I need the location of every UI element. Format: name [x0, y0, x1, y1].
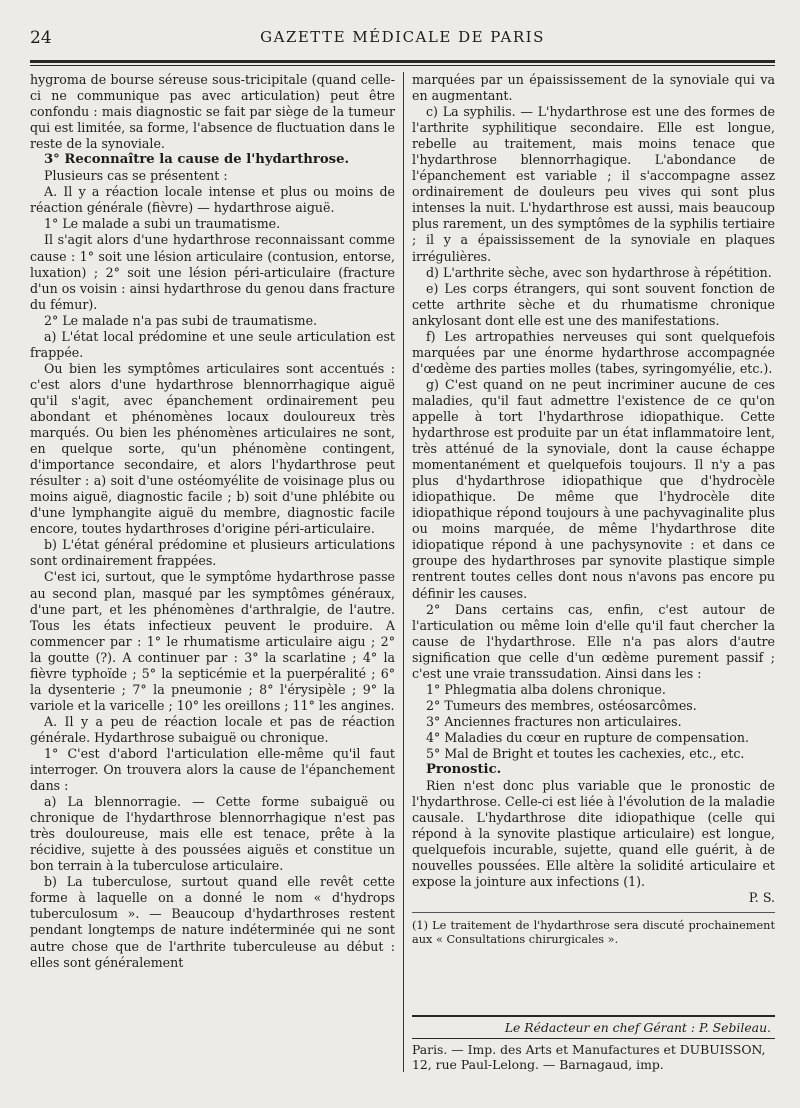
paragraph: d) L'arthrite sèche, avec son hydarthrose à répétition. [426, 264, 772, 280]
paragraph: hygroma de bourse séreuse sous-tricipitale (quand celle-ci ne communique pas avec articulation) peut être confondu : mais diagnostic se fait par siège de la tumeur qui est limitée, sa forme, l'absence de fluctuation dans le reste de la synoviale. [30, 72, 395, 152]
paragraph: Il s'agit alors d'une hydarthrose reconnaissant comme cause : 1° soit une lésion articulaire (contusion, entorse, luxation) ; 2° soit une lésion péri-articulaire (fracture d'un os voisin : ainsi hydarthrose du genou dans fracture du fémur). [30, 232, 395, 312]
paragraph: c) La syphilis. — L'hydarthrose est une des formes de l'arthrite syphilitique secondaire. Elle est longue, rebelle au traitement, mais moins tenace que l'hydarthrose blennorrhagique. L'abondance de l'épanchement est variable ; il s'accompagne assez ordinairement de douleurs peu vives qui sont plus intenses la nuit. L'hydarthrose est aussi, mais beaucoup plus rarement, un des symptômes de la syphilis tertiaire ; il y a épaississement de la synoviale en plaques irrégulières. [412, 104, 775, 264]
section-heading: 3° Reconnaître la cause de l'hydarthrose. [44, 152, 350, 168]
paragraph: Plusieurs cas se présentent : [44, 168, 228, 184]
paragraph: Ou bien les symptômes articulaires sont accentués : c'est alors d'une hydarthrose blennorrhagique aiguë qu'il s'agit, avec épanchement ordinairement peu abondant et phénomènes locaux douloureux très marqués. Ou bien les phénomènes articulaires ne sont, en quelque sorte, qu'un phénomène contingent, d'importance secondaire, et alors l'hydarthrose peut résulter : a) soit d'une ostéomyélite de voisinage plus ou moins aiguë, diagnostic facile ; b) soit d'une phlébite ou d'une lymphangite aiguë du membre, diagnostic facile encore, toutes hydarthroses d'origine péri-articulaire. [30, 360, 395, 537]
paragraph: A. Il y a réaction locale intense et plus ou moins de réaction générale (fièvre) — hydarthrose aiguë. [30, 184, 395, 216]
list-item: 2° Tumeurs des membres, ostéosarcômes. [426, 697, 697, 713]
list-item: 3° Anciennes fractures non articulaires. [426, 713, 682, 729]
paragraph: 2° Dans certains cas, enfin, c'est autour de l'articulation ou même loin d'elle qu'il faut chercher la cause de l'hydarthrose. Elle n'a pas alors d'autre signification que celle d'un œdème purement passif ; c'est une vraie transsudation. Ainsi dans les : [412, 601, 775, 681]
paragraph: g) C'est quand on ne peut incriminer aucune de ces maladies, qu'il faut admettre l'existence de ce qu'on appelle à tort l'hydarthrose idiopathique. Cette hydarthrose est produite par un état inflammatoire lent, très atténué de la synoviale, dont la cause échappe momentanément et quelquefois toujours. Il n'y a pas plus d'hydarthrose idiopathique que d'hydrocèle idiopathique. De même que l'hydrocèle dite idiopathique répond toujours à une pachyvaginalite plus ou moins marquée, de même l'hydarthrose dite idiopatique répond à une pachysynovite : et dans ce groupe des hydarthroses par synovite plastique simple rentrent toutes celles dont nous n'avons pas encore pu définir les causes. [412, 376, 775, 601]
paragraph: 1° Le malade a subi un traumatisme. [44, 216, 281, 232]
page-header [30, 28, 775, 52]
right-column [412, 72, 775, 947]
footnote: (1) Le traitement de l'hydarthrose sera discuté prochainement aux « Consultations chirurgicales ». [412, 912, 775, 947]
list-item: 1° Phlegmatia alba dolens chronique. [426, 681, 666, 697]
list-item: 5° Mal de Bright et toutes les cachexies, etc., etc. [426, 745, 745, 761]
paragraph: b) La tuberculose, surtout quand elle revêt cette forme à laquelle on a donné le nom « d'hydrops tuberculosum ». — Beaucoup d'hydarthroses restent pendant longtemps de nature indéterminée qui ne sont autre chose que de l'arthrite tuberculeuse au début : elles sont généralement [30, 874, 395, 970]
page-number: 24 [30, 28, 52, 48]
imprint-line: Paris. — Imp. des Arts et Manufactures et DUBUISSON, 12, rue Paul-Lelong. — Barnagaud, imp. [412, 1042, 766, 1072]
running-title: GAZETTE MÉDICALE DE PARIS [260, 28, 545, 46]
list-item: 4° Maladies du cœur en rupture de compensation. [426, 729, 749, 745]
column-divider [403, 72, 404, 1072]
paragraph: a) La blennorragie. — Cette forme subaiguë ou chronique de l'hydarthrose blennorrhagique n'est pas très douloureuse, mais elle est tenace, prête à la récidive, sujette à des poussées aiguës et constitue un bon terrain à la tuberculose articulaire. [30, 794, 395, 874]
paragraph: 1° C'est d'abord l'articulation elle-même qu'il faut interroger. On trouvera alors la cause de l'épanchement dans : [30, 745, 395, 794]
colophon [412, 1015, 775, 1072]
paragraph: A. Il y a peu de réaction locale et pas de réaction générale. Hydarthrose subaiguë ou chronique. [30, 713, 395, 745]
signature: P. S. [748, 890, 775, 906]
paragraph: a) L'état local prédomine et une seule articulation est frappée. [30, 328, 395, 360]
paragraph: f) Les artropathies nerveuses qui sont quelquefois marquées par une énorme hydarthrose accompagnée d'œdème des parties molles (tabes, syringomyélie, etc.). [412, 328, 775, 376]
paragraph: e) Les corps étrangers, qui sont souvent fonction de cette arthrite sèche et du rhumatisme chronique ankylosant dont elle est une des manifestations. [412, 280, 775, 328]
paragraph: C'est ici, surtout, que le symptôme hydarthrose passe au second plan, masqué par les symptômes généraux, d'une part, et les phénomènes d'arthralgie, de l'autre. Tous les états infectieux peuvent le produire. A commencer par : 1° le rhumatisme articulaire aigu ; 2° la goutte (?). A continuer par : 3° la scarlatine ; 4° la fièvre typhoïde ; 5° la septicémie et la puerpéralité ; 6° la dysenterie ; 7° la pneumonie ; 8° l'érysipèle ; 9° la variole et la varicelle ; 10° les oreillons ; 11° les angines. [30, 569, 395, 713]
header-rule-thin [30, 65, 775, 66]
paragraph: 2° Le malade n'a pas subi de traumatisme. [44, 312, 318, 328]
paragraph: marquées par un épaississement de la synoviale qui va en augmentant. [412, 72, 775, 104]
paragraph: b) L'état général prédomine et plusieurs articulations sont ordinairement frappées. [30, 537, 395, 569]
left-column [30, 72, 395, 971]
header-rule [30, 60, 775, 63]
editor-line: Le Rédacteur en chef Gérant : P. Sebileau. [412, 1017, 775, 1039]
section-heading: Pronostic. [426, 762, 502, 778]
paragraph: Rien n'est donc plus variable que le pronostic de l'hydarthrose. Celle-ci est liée à l'évolution de la maladie causale. L'hydarthrose dite idiopathique (celle qui répond à la synovite plastique articulaire) est longue, quelquefois incurable, sujette, quand elle guérit, à de nouvelles poussées. Elle altère la solidité articulaire et expose la jointure aux infections (1). [412, 778, 775, 890]
